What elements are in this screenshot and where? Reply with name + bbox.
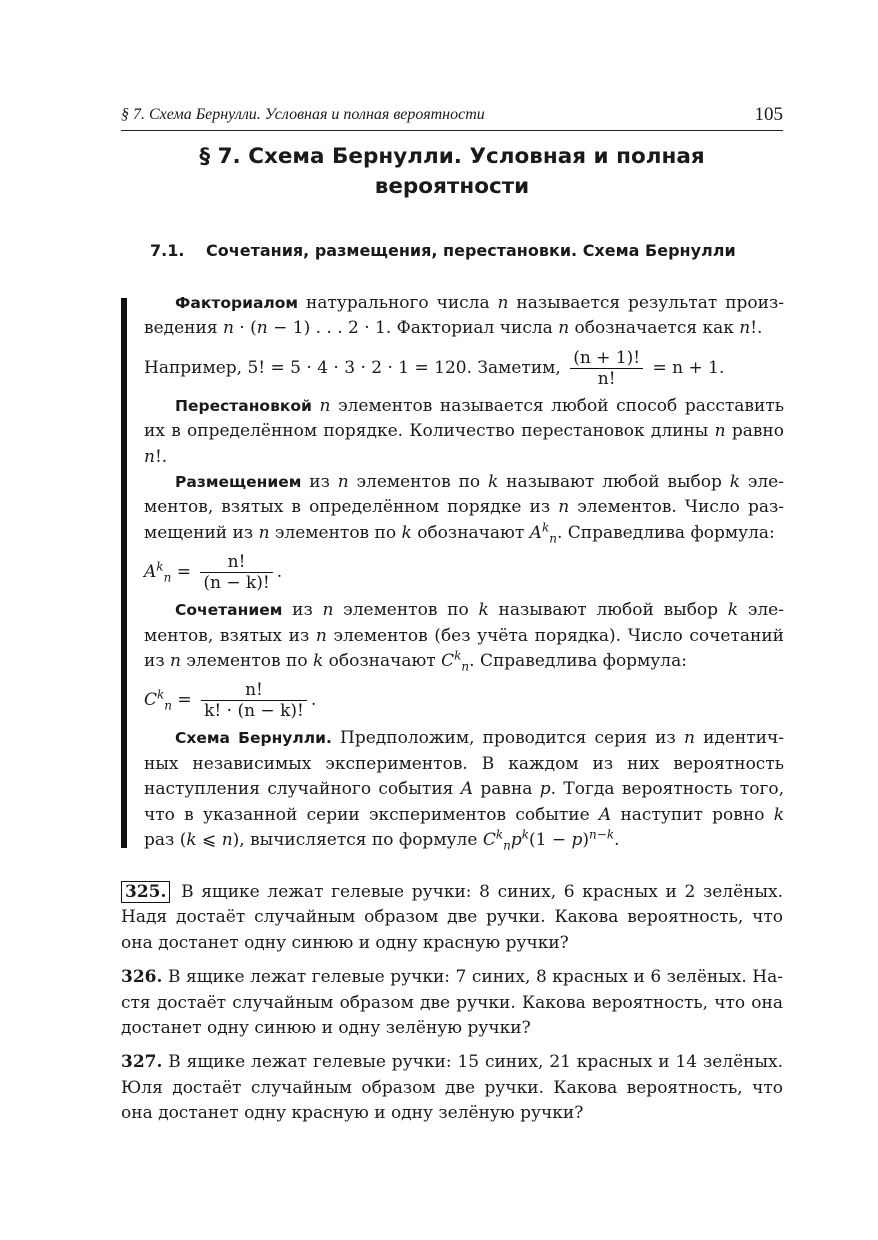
bernoulli-scheme: Схема Бернулли. Предположим, проводится серия из n идентичных независимых экспериментов. В каждом из них вероятность наступления случайного события A равна p. Тогда вероятность того, что в указанной серии экспериментов событие A наступит ровно k раз (k ⩽ n), вычисляется по формуле $C^k_np^k(1 - p)^{n-k}$. <box>144 728 785 853</box>
definitions-block <box>144 291 784 854</box>
running-head <box>121 104 783 131</box>
problem-327 <box>121 1050 783 1126</box>
page-number: 105 <box>754 103 783 125</box>
problem-number: 327. <box>121 1052 163 1073</box>
combination-formula: $C^k_n$ = $\frac{n!}{k! \cdot (n - k)!}$ . <box>144 680 317 722</box>
problem-text: В ящике лежат гелевые ручки: 7 синих, 8 красных и 6 зелёных. Настя достаёт случайным образом две ручки. Какова вероятность, что она достанет одну синюю и одну зелёную ручки? <box>121 967 783 1039</box>
chapter-title: § 7. Схема Бернулли. Условная и полная вероятности <box>199 144 705 199</box>
combination-definition: Сочетанием из n элементов по k называют любой выбор k элементов, взятых из n элементов (без учёта порядка). Число сочетаний из n элементов по k обозначают $C^k_n$. Справедлива формула: <box>144 600 784 674</box>
arrangement-definition: Размещением из n элементов по k называют любой выбор k элементов, взятых в определённом порядке из n элементов. Число размещений из n элементов по k обозначают $A^k_n$. Справедлива формула: <box>144 472 784 546</box>
problems-list <box>121 880 783 1136</box>
problem-text: В ящике лежат гелевые ручки: 8 синих, 6 красных и 2 зелёных. Надя достаёт случайным образом две ручки. Какова вероятность, что она достанет одну синюю и одну красную ручки? <box>121 882 783 953</box>
arrangement-formula: $A^k_n$ = $\frac{n!}{(n - k)!}$ . <box>144 552 283 594</box>
running-head-title: § 7. Схема Бернулли. Условная и полная вероятности <box>121 105 485 123</box>
arrangement-fraction: $\frac{n!}{(n - k)!}$ <box>200 552 272 593</box>
section-title: Сочетания, размещения, перестановки. Схема Бернулли <box>206 241 736 260</box>
term-bernoulli: Схема Бернулли. <box>175 729 332 748</box>
factorial-definition: Факториалом натурального числа n называется результат произведения n · (n − 1) . . . 2 · 1. Факториал числа n обозначается как n!. <box>144 293 784 339</box>
term-permutation: Перестановкой <box>175 396 312 415</box>
factorial-example: Например, 5! = 5 · 4 · 3 · 2 · 1 = 120. Заметим, $\frac{(n + 1)!}{n!}$ = n + 1. <box>144 347 725 389</box>
problem-text: В ящике лежат гелевые ручки: 15 синих, 21 красных и 14 зелёных. Юля достаёт случайным образом две ручки. Какова вероятность, что она достанет одну красную и одну зелёную ручки? <box>121 1052 784 1124</box>
problem-number: 325. <box>121 881 170 903</box>
combination-fraction: $\frac{n!}{k! \cdot (n - k)!}$ <box>201 680 307 721</box>
problem-326 <box>121 965 783 1041</box>
term-arrangement: Размещением <box>175 473 302 492</box>
factorial-fraction: $\frac{(n + 1)!}{n!}$ <box>570 348 643 389</box>
problem-325 <box>121 880 783 956</box>
term-combination: Сочетанием <box>175 601 283 620</box>
problem-number: 326. <box>121 967 163 988</box>
section-heading <box>150 238 790 264</box>
term-factorial: Факториалом <box>175 294 299 312</box>
section-number: 7.1. <box>150 241 185 260</box>
definitions-side-bar <box>121 298 127 848</box>
permutation-definition: Перестановкой n элементов называется любой способ расставить их в определённом порядке. Количество перестановок длины n равно n!. <box>144 395 784 467</box>
